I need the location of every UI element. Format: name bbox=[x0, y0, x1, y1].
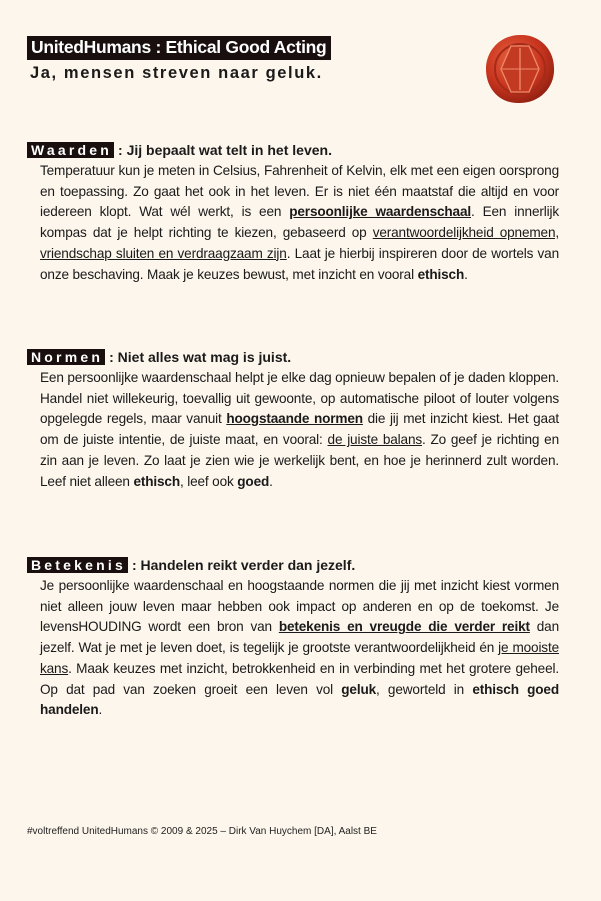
section-heading-text: : Jij bepaalt wat telt in het leven. bbox=[118, 142, 332, 158]
section-heading bbox=[27, 347, 559, 367]
section-heading-text: : Niet alles wat mag is juist. bbox=[109, 349, 292, 365]
body-text: . Laat je hierbij inspireren door de wortels van onze beschaving. Maak je keuzes bewust, met inzicht en vooral bbox=[40, 245, 559, 282]
section-heading-text: : Handelen reikt verder dan jezelf. bbox=[131, 557, 356, 573]
body-text: Temperatuur kun je meten in Celsius, Fahrenheit of Kelvin, elk met een eigen oorsprong en toepassing. Zo gaat het ook in het leven. Er is niet één maatstaf die altijd en voor iedereen klopt. Wat wél werkt, is een bbox=[40, 163, 559, 220]
body-text: . Zo geef je richting en zin aan je leven. Zo laat je zien wie je werkelijk bent, en hoe je herinnerd zult worden. Leef niet alleen bbox=[40, 432, 559, 489]
section-tag: Waarden bbox=[27, 142, 114, 158]
section-tag: Normen bbox=[27, 349, 105, 365]
emphasis-text: betekenis en vreugde die verder reikt bbox=[278, 619, 530, 635]
body-text: . Maak keuzes met inzicht, betrokkenheid en in verbinding met het grotere geheel. Op dat pad van zoeken groeit een leven vol bbox=[40, 660, 559, 697]
emphasis-text: geluk bbox=[341, 681, 377, 697]
emphasis-text: ethisch bbox=[133, 473, 180, 489]
section-normen bbox=[27, 347, 559, 492]
body-text: , geworteld in bbox=[376, 681, 473, 697]
section-waarden bbox=[27, 140, 559, 285]
emphasis-text: goed bbox=[237, 473, 270, 489]
emphasis-text: persoonlijke waardenschaal bbox=[289, 204, 471, 220]
page-title: UnitedHumans : Ethical Good Acting bbox=[27, 36, 331, 60]
section-body bbox=[40, 368, 559, 492]
section-tag: Betekenis bbox=[27, 557, 128, 573]
section-betekenis bbox=[27, 555, 559, 721]
page-subtitle: Ja, mensen streven naar geluk. bbox=[30, 64, 323, 82]
body-text: . bbox=[464, 266, 468, 282]
body-text: Je persoonlijke waardenschaal en hoogstaande normen die jij met inzicht kiest vormen niet alleen jouw leven maar hebben ook impact op anderen en op de toekomst. Je levensHOUDING wordt een bron van bbox=[40, 578, 559, 635]
body-text: . bbox=[98, 702, 103, 718]
emphasis-text: ethisch bbox=[417, 266, 465, 282]
wax-seal-logo bbox=[483, 32, 557, 106]
emphasis-text: verantwoordelijkheid opnemen, vriendschap sluiten en verdraagzaam zijn bbox=[40, 225, 559, 261]
section-body bbox=[40, 161, 559, 285]
emphasis-text: hoogstaande normen bbox=[226, 411, 363, 427]
body-text: Een persoonlijke waardenschaal helpt je elke dag opnieuw bepalen of je daden kloppen. Handel niet willekeurig, toevallig uit gewoonte, op automatische piloot of louter volgens opgelegde regels, maar vanuit bbox=[40, 370, 559, 427]
body-text: . Een innerlijk kompas dat je helpt richting te kiezen, gebaseerd op bbox=[40, 204, 560, 241]
emphasis-text: je mooiste kans bbox=[40, 640, 559, 676]
body-text: dan jezelf. Wat je met je leven doet, is tegelijk je grootste verantwoordelijkheid én bbox=[40, 619, 560, 656]
body-text: , leef ook bbox=[179, 473, 238, 489]
body-text: . bbox=[269, 473, 273, 489]
body-text: die jij met inzicht kiest. Het gaat om de juiste intentie, de juiste maat, en vooral: bbox=[40, 411, 559, 448]
emphasis-text: ethisch goed handelen bbox=[40, 681, 559, 718]
emphasis-text: de juiste balans bbox=[327, 432, 423, 448]
section-heading bbox=[27, 555, 559, 575]
section-heading bbox=[27, 140, 559, 160]
section-body bbox=[40, 576, 559, 721]
footer-copyright: #voltreffend UnitedHumans © 2009 & 2025 – Dirk Van Huychem [DA], Aalst BE bbox=[27, 826, 377, 837]
